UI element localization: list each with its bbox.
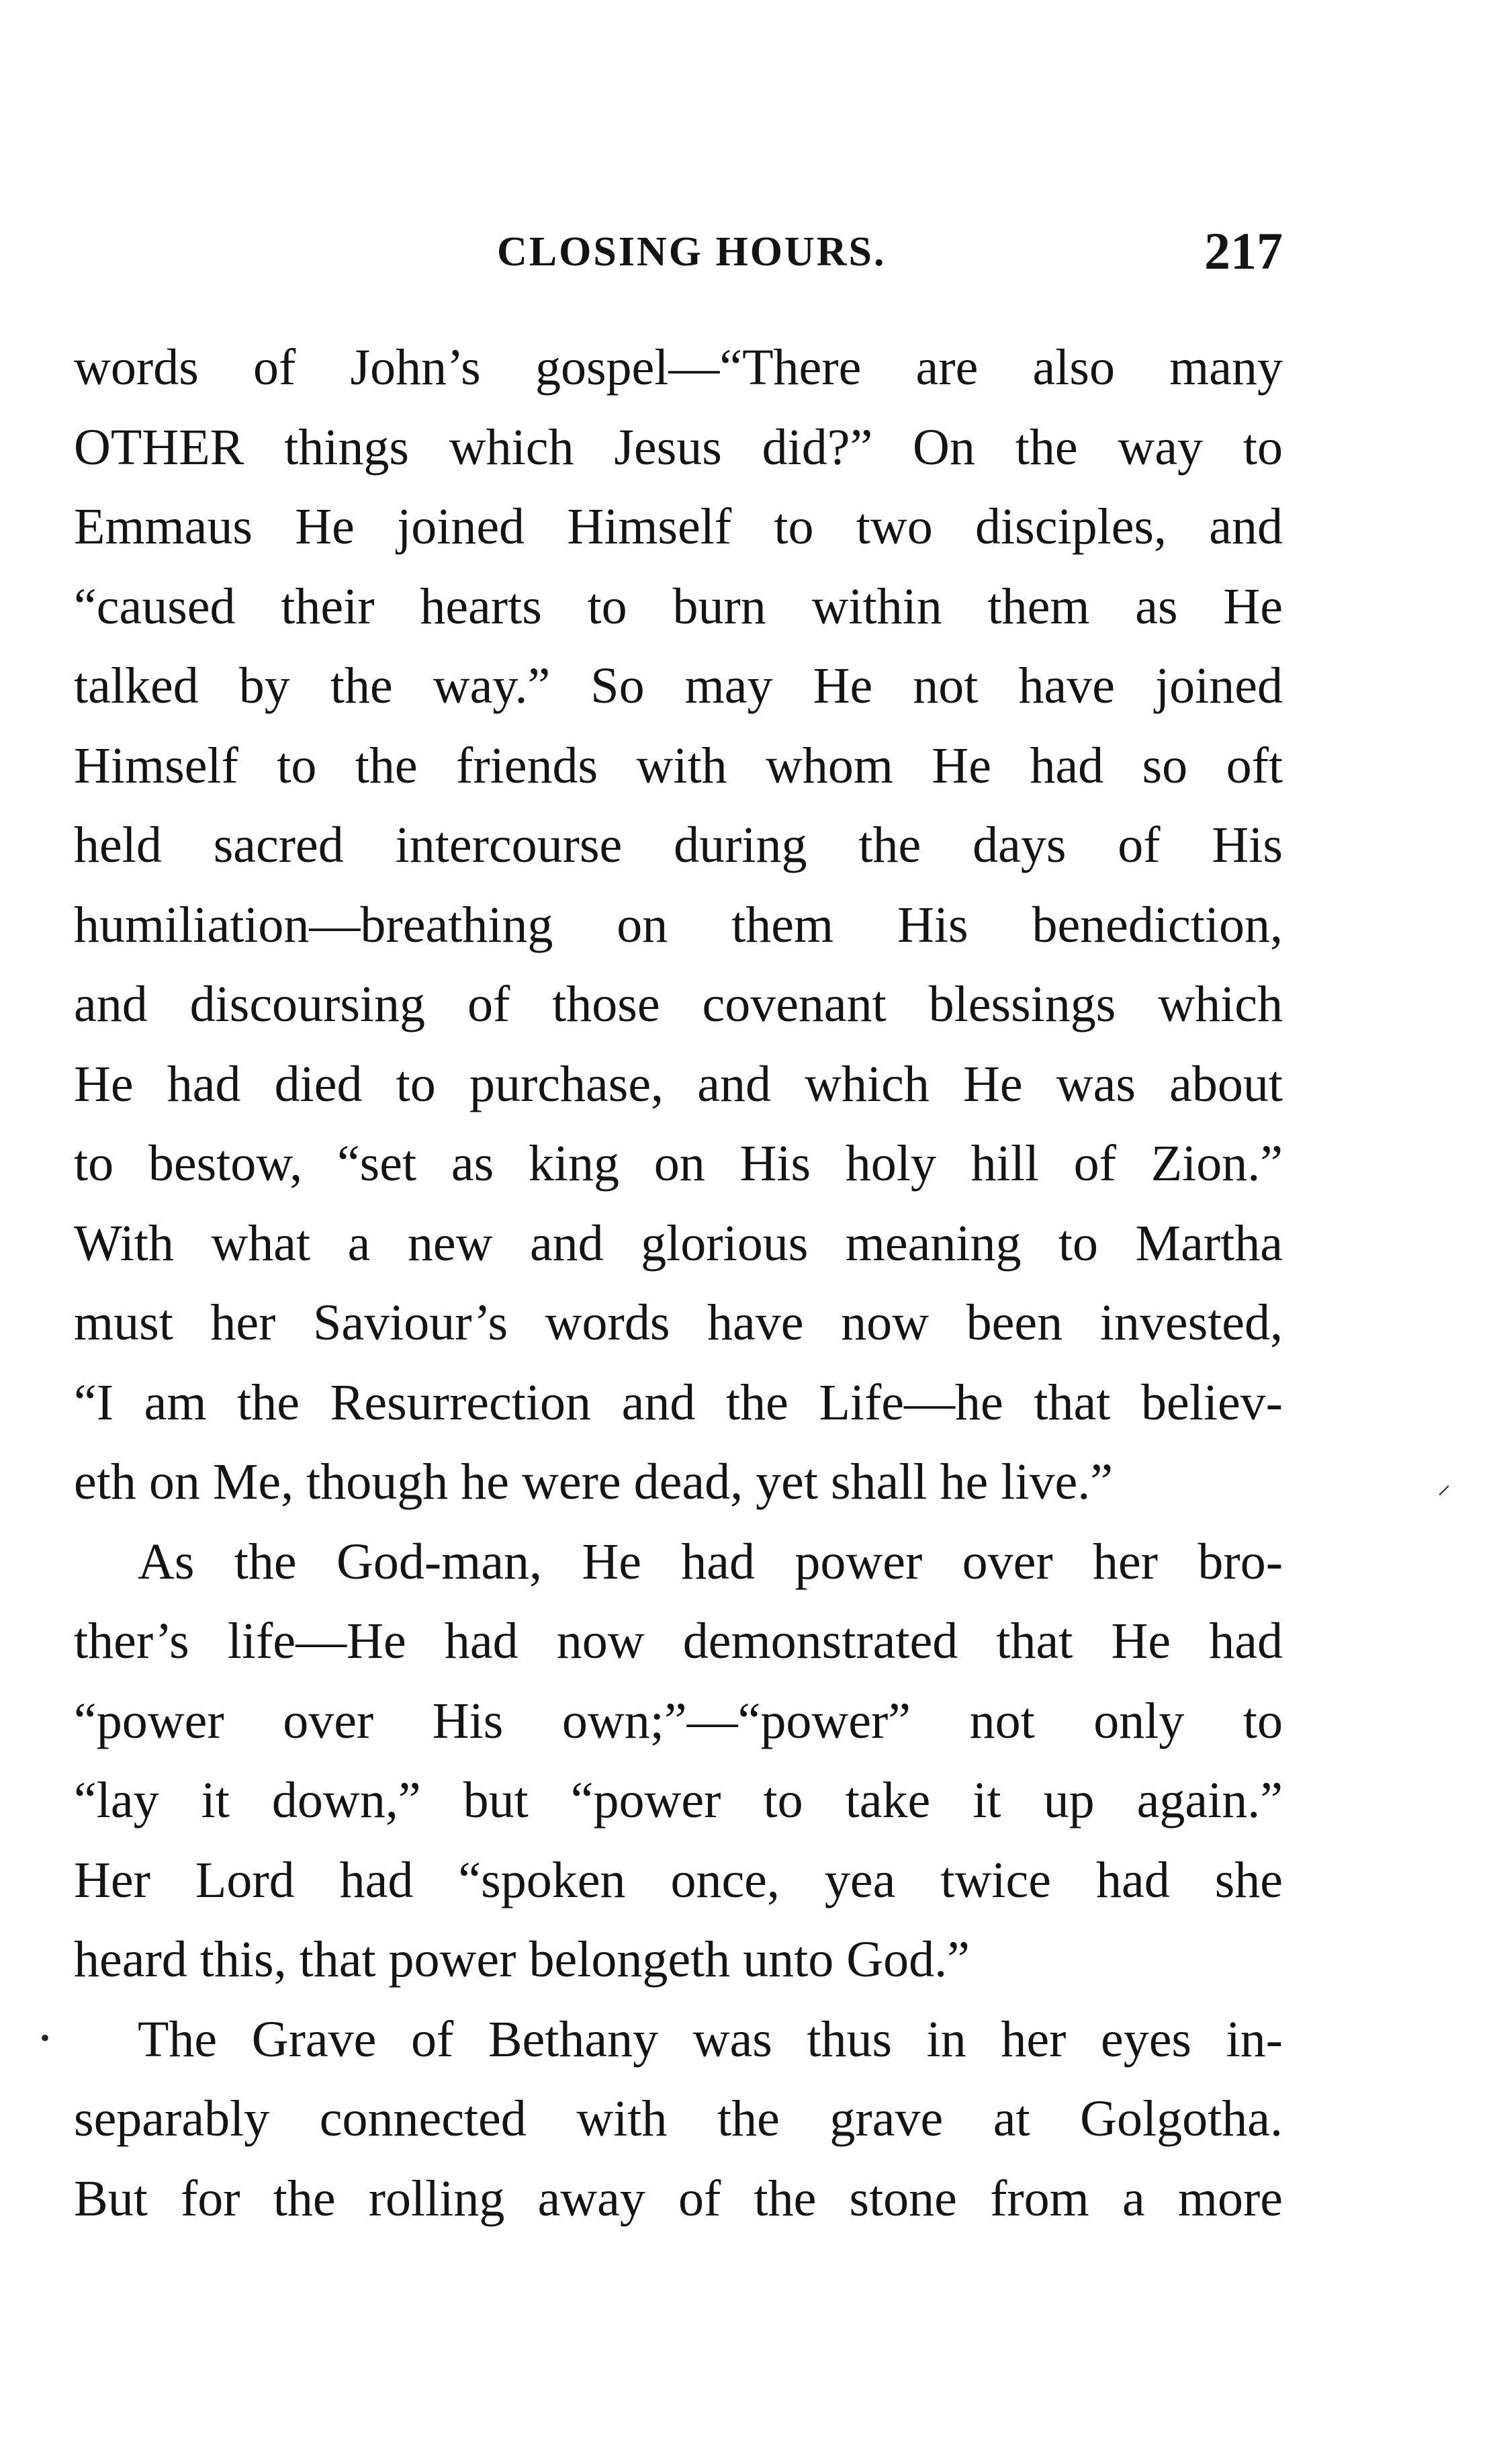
text-line: Emmaus He joined Himself to two disciples, and [74,498,1283,555]
text-line: talked by the way.” So may He not have joined [74,658,1283,714]
text-line: “caused their hearts to burn within them as He [74,578,1283,635]
body-text [74,328,1283,2238]
text-line: “I am the Resurrection and the Life—he that believ- [74,1374,1283,1431]
text-line: Himself to the friends with whom He had so oft [74,737,1283,794]
text-line: eth on Me, though he were dead, yet shall he live.” [74,1454,1113,1510]
text-line: But for the rolling away of the stone from a more [74,2170,1283,2227]
text-line: The Grave of Bethany was thus in her eyes in- [138,2011,1283,2068]
running-title: CLOSING HOURS. [497,229,887,275]
text-line: to bestow, “set as king on His holy hill of Zion.” [74,1135,1283,1192]
text-line: “lay it down,” but “power to take it up again.” [74,1772,1283,1829]
text-line: words of John’s gospel—“There are also many [74,339,1283,396]
text-line: heard this, that power belongeth unto God.” [74,1931,970,1988]
text-line: and discoursing of those covenant blessings which [74,976,1283,1032]
text-line: Her Lord had “spoken once, yea twice had she [74,1851,1283,1908]
text-line: “power over His own;”—“power” not only to [74,1692,1283,1749]
margin-mark: • [40,2023,50,2053]
text-line: ther’s life—He had now demonstrated that He had [74,1613,1283,1669]
margin-mark: ⸝ [1437,1469,1451,1499]
text-line: separably connected with the grave at Golgotha. [74,2091,1283,2147]
text-line: He had died to purchase, and which He was about [74,1055,1283,1112]
text-line: humiliation—breathing on them His benediction, [74,896,1283,953]
page-header [74,222,1283,282]
text-line: held sacred intercourse during the days of His [74,817,1283,873]
page-number: 217 [1204,222,1283,280]
text-line: OTHER things which Jesus did?” On the way to [74,419,1283,476]
text-line: must her Saviour’s words have now been invested, [74,1294,1283,1351]
text-line: With what a new and glorious meaning to Martha [74,1215,1283,1272]
text-line: As the God-man, He had power over her bro- [138,1533,1283,1590]
